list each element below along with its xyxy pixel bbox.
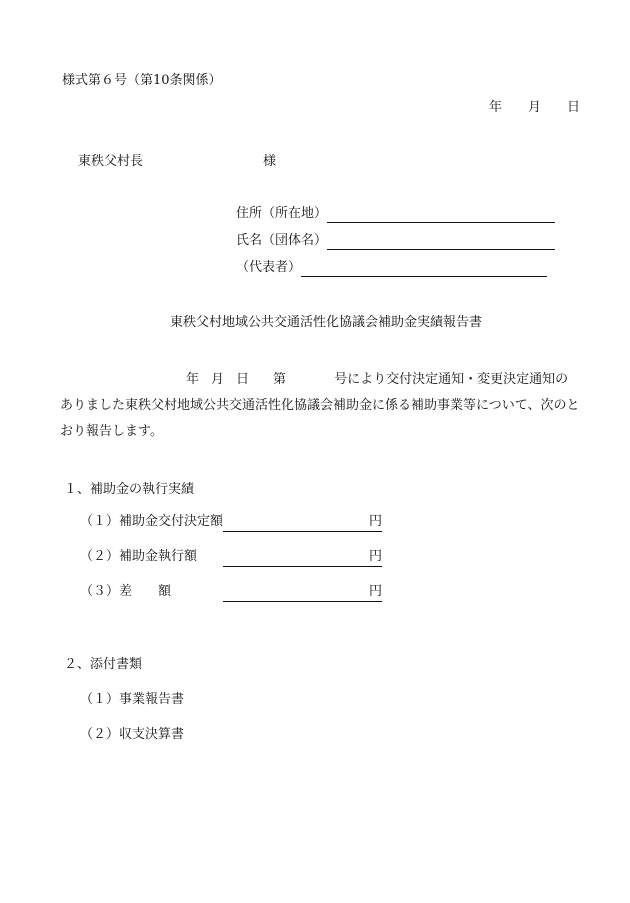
yen-unit: 円 (369, 548, 382, 567)
applicant-name-label: 氏名（団体名） (236, 233, 328, 248)
execution-item-decided-amount (80, 513, 382, 532)
applicant-name-row (236, 232, 555, 250)
date-day-label: 日 (567, 100, 581, 115)
execution-item-label: （１）補助金交付決定額 (80, 514, 224, 529)
addressee-honorific: 様 (263, 154, 277, 169)
date-year-label: 年 (489, 100, 503, 115)
execution-item-executed-amount (80, 548, 382, 567)
applicant-address-field[interactable] (327, 208, 555, 223)
attachment-item: （２）収支決算書 (80, 727, 185, 742)
document-title: 東秩父村地域公共交通活性化協議会補助金実績報告書 (170, 315, 483, 330)
difference-amount-field[interactable] (223, 587, 369, 602)
section-execution-heading: １、補助金の執行実績 (64, 482, 195, 497)
body-main-text: 号により交付決定通知・変更決定通知のありました東秩父村地域公共交通活性化協議会補助金に係る補助事業等について、次のとおり報告します。 (60, 372, 580, 439)
form-number: 様式第６号（第10条関係） (62, 73, 222, 88)
yen-unit: 円 (369, 513, 382, 532)
applicant-representative-field[interactable] (301, 262, 547, 277)
applicant-representative-row (236, 259, 547, 277)
decided-amount-field[interactable] (223, 517, 369, 532)
body-year-label: 年 (186, 372, 200, 387)
execution-item-label: （３）差 額 (80, 584, 172, 599)
date-month-label: 月 (528, 100, 542, 115)
applicant-address-label: 住所（所在地） (236, 206, 328, 221)
applicant-representative-label: （代表者） (236, 260, 302, 275)
applicant-name-field[interactable] (327, 235, 555, 250)
execution-item-label: （２）補助金執行額 (80, 549, 198, 564)
yen-unit: 円 (369, 583, 382, 602)
body-day-label: 日 (236, 372, 250, 387)
addressee-name: 東秩父村長 (78, 154, 144, 169)
execution-item-difference (80, 583, 382, 602)
report-body-text (60, 367, 580, 445)
submission-date (489, 99, 580, 117)
section-attachments-heading: ２、添付書類 (64, 657, 143, 672)
attachment-item: （１）事業報告書 (80, 692, 185, 707)
executed-amount-field[interactable] (223, 552, 369, 567)
applicant-address-row (236, 205, 555, 223)
body-number-prefix: 第 (273, 372, 287, 387)
body-month-label: 月 (211, 372, 225, 387)
